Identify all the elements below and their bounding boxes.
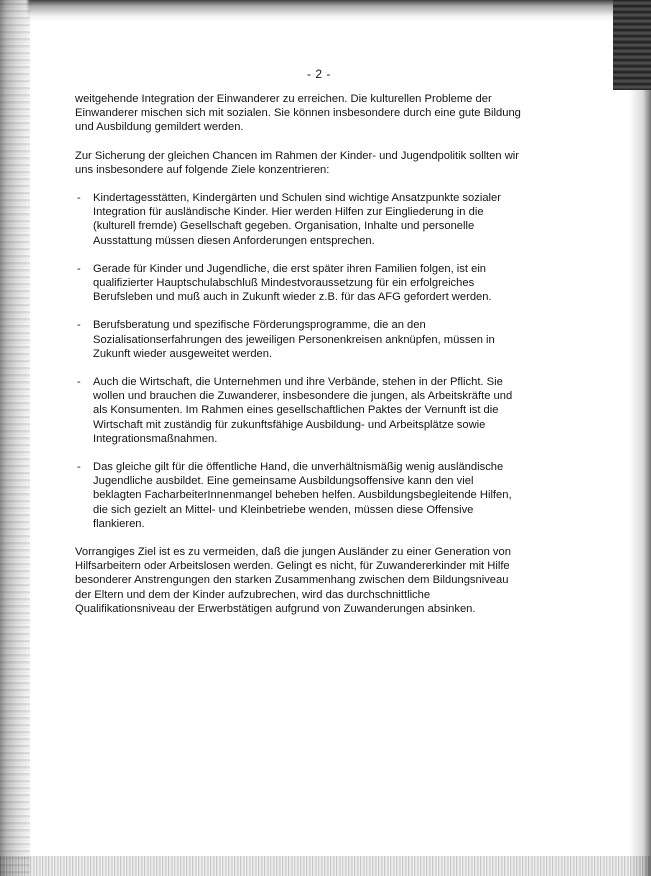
list-item xyxy=(75,191,523,248)
list-item-text: Auch die Wirtschaft, die Unternehmen und ihre Verbände, stehen in der Pflicht. Sie wollen und brauchen die Zuwanderer, insbesondere die jungen, als Arbeitskräfte und als Konsumenten. Im Rahmen eines gesellschaftlichen Paktes der Vernunft ist die Wirtschaft mit zuständig für zukunftsfähige Ausbildung- und Arbeitsplätze sowie Integrationsmaßnahmen. xyxy=(93,376,513,445)
list-item xyxy=(75,262,523,305)
conclusion-paragraph: Vorrangiges Ziel ist es zu vermeiden, daß die jungen Ausländer zu einer Generation von Hilfsarbeitern oder Arbeitslosen werden. Gelingt es nicht, für Zuwandererkinder mit Hilfe besonderer Anstrengungen den starken Zusammenhang zwischen dem Bildungsniveau der Eltern und dem der Kinder aufzubrechen, wird das durchschnittliche Qualifikationsniveau der Erwerbstätigen aufgrund von Zuwanderungen absinken. xyxy=(75,546,511,615)
scan-right-edge xyxy=(611,0,651,876)
bullet-dash: - xyxy=(77,461,81,474)
scan-right-top-artifact xyxy=(613,0,651,90)
scan-bottom-edge xyxy=(0,856,651,876)
list-item-text: Das gleiche gilt für die öffentliche Hand, die unverhältnismäßig wenig ausländische Jugendliche ausbildet. Eine gemeinsame Ausbildungsoffensive kann den viel beklagten FacharbeiterInnenmangel beheben helfen. Ausbildungsbegleitende Hilfen, die sich gezielt an Mittel- und Kleinbetriebe wenden, müssen diese Offensive flankieren. xyxy=(93,461,512,530)
list-item xyxy=(75,375,523,446)
bullet-dash: - xyxy=(77,262,81,275)
bullet-dash: - xyxy=(77,192,81,205)
page-number: - 2 - xyxy=(307,67,331,81)
list-item-text: Berufsberatung und spezifische Förderungsprogramme, die an den Sozialisationserfahrungen des jeweiligen Personenkreisen anknüpfen, müssen in Zukunft wieder ausgeweitet werden. xyxy=(93,319,495,360)
scan-left-edge xyxy=(0,0,30,876)
bullet-dash: - xyxy=(77,376,81,389)
scan-top-edge xyxy=(0,0,651,22)
list-item xyxy=(75,318,523,361)
intro-paragraph: weitgehende Integration der Einwanderer zu erreichen. Die kulturellen Probleme der Einwanderer mischen sich mit sozialen. Sie können insbesondere durch eine gute Bildung und Ausbildung gemildert werden. xyxy=(75,93,521,134)
goals-list xyxy=(75,191,523,531)
document-body xyxy=(75,92,523,630)
list-item xyxy=(75,460,523,531)
goals-intro-paragraph: Zur Sicherung der gleichen Chancen im Rahmen der Kinder- und Jugendpolitik sollten wir uns insbesondere auf folgende Ziele konzentrieren: xyxy=(75,149,520,176)
bullet-dash: - xyxy=(77,319,81,332)
list-item-text: Kindertagesstätten, Kindergärten und Schulen sind wichtige Ansatzpunkte sozialer Integration für ausländische Kinder. Hier werden Hilfen zur Eingliederung in die (kulturell fremde) Gesellschaft gegeben. Organisation, Inhalte und personelle Ausstattung müssen diesen Anforderungen entsprechen. xyxy=(93,192,501,247)
list-item-text: Gerade für Kinder und Jugendliche, die erst später ihren Familien folgen, ist ein qualifizierter Hauptschulabschluß Mindestvoraussetzung für ein erfolgreiches Berufsleben und muß auch in Zukunft wieder z.B. für das AFG gefordert werden. xyxy=(93,262,492,304)
